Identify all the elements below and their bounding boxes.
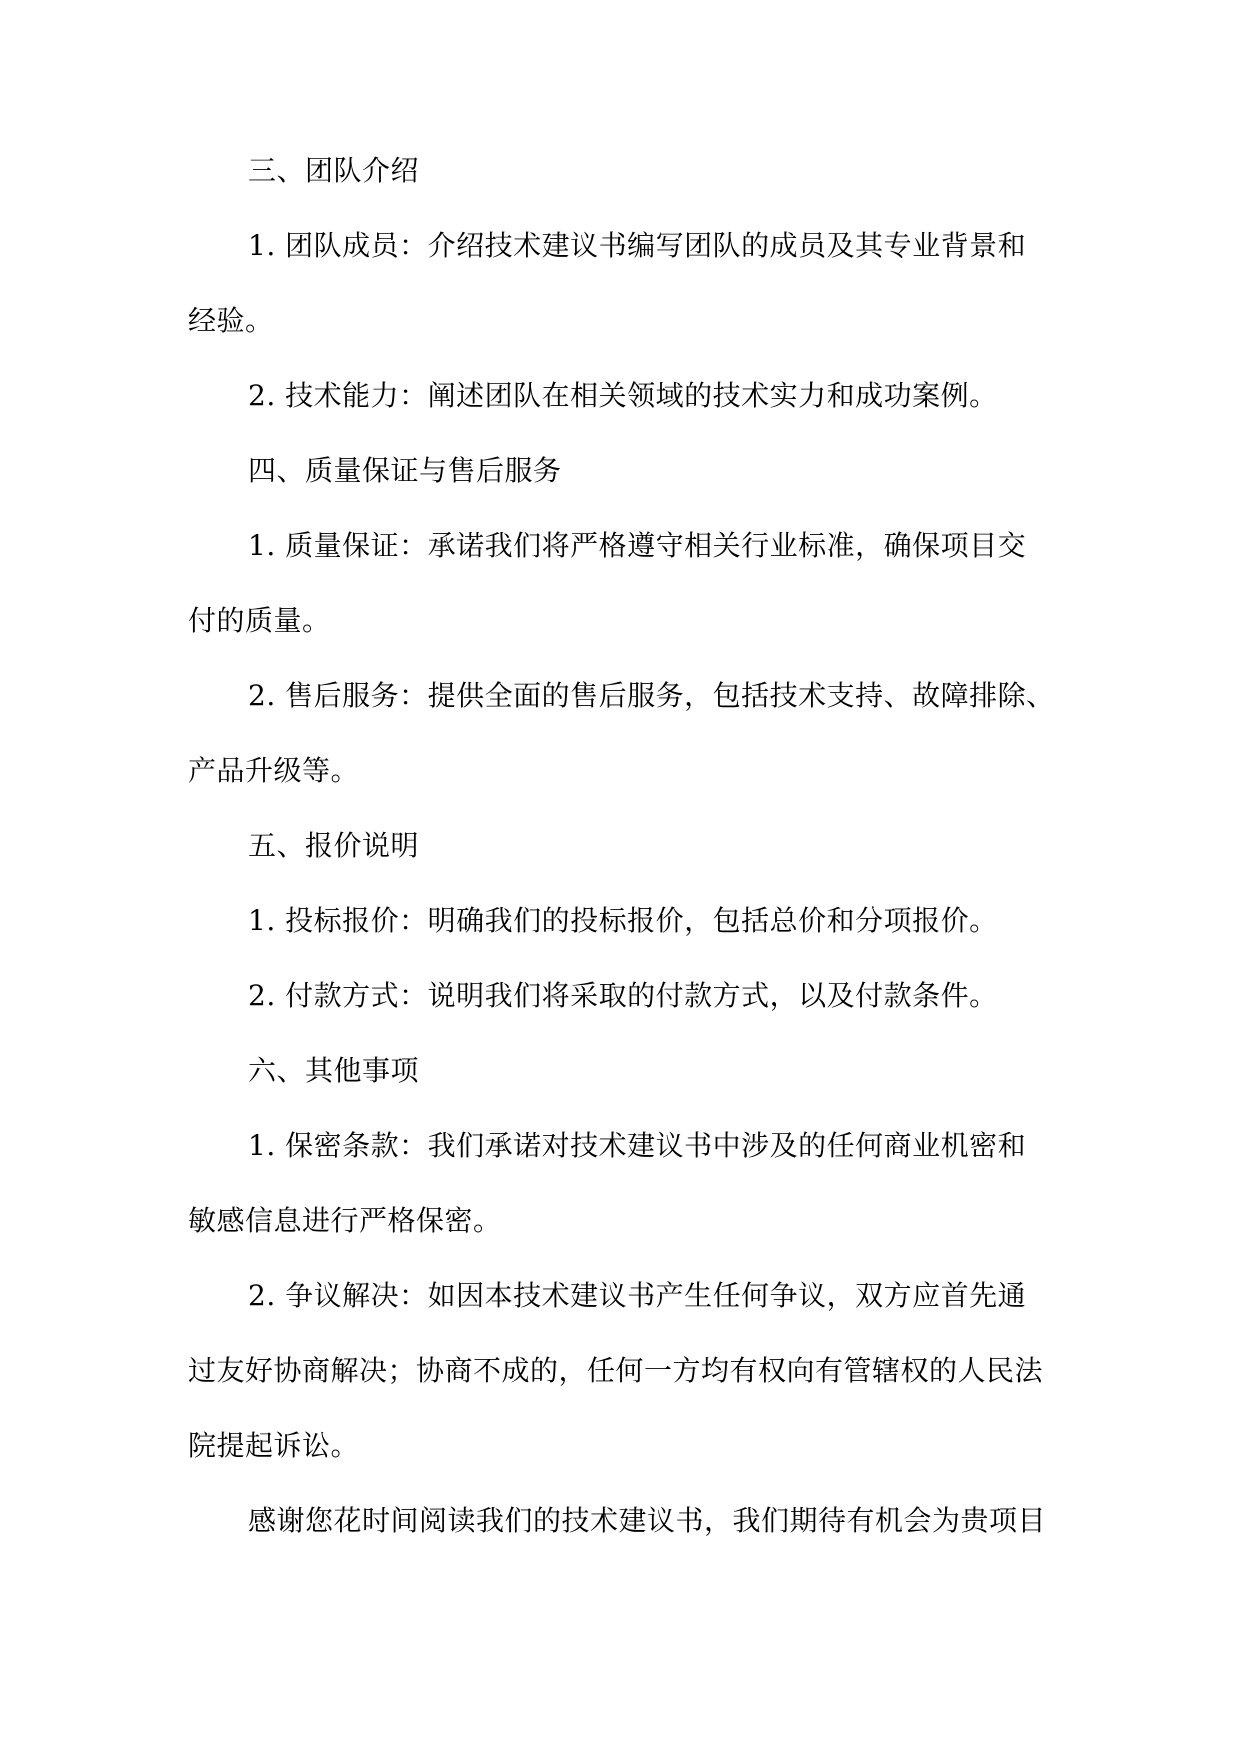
section-heading-team: 三、团队介绍 [248,154,420,187]
paragraph-line: 2. 争议解决：如因本技术建议书产生任何争议，双方应首先通 [248,1279,1027,1312]
paragraph-line: 感谢您花时间阅读我们的技术建议书，我们期待有机会为贵项目 [248,1504,1047,1537]
paragraph-line: 2. 付款方式：说明我们将采取的付款方式，以及付款条件。 [248,979,998,1012]
paragraph-line: 2. 售后服务：提供全面的售后服务，包括技术支持、故障排除、 [248,679,1055,712]
paragraph-line: 付的质量。 [188,604,331,637]
paragraph-line: 1. 保密条款：我们承诺对技术建议书中涉及的任何商业机密和 [248,1129,1027,1162]
paragraph-line: 1. 团队成员：介绍技术建议书编写团队的成员及其专业背景和 [248,229,1027,262]
section-heading-quality: 四、质量保证与售后服务 [248,454,562,487]
paragraph-line: 2. 技术能力：阐述团队在相关领域的技术实力和成功案例。 [248,379,998,412]
paragraph-line: 1. 质量保证：承诺我们将严格遵守相关行业标准，确保项目交 [248,529,1027,562]
paragraph-line: 敏感信息进行严格保密。 [188,1204,502,1237]
section-heading-other: 六、其他事项 [248,1054,420,1087]
paragraph-line: 过友好协商解决；协商不成的，任何一方均有权向有管辖权的人民法 [188,1354,1044,1387]
paragraph-line: 院提起诉讼。 [188,1429,360,1462]
paragraph-line: 经验。 [188,304,274,337]
paragraph-line: 1. 投标报价：明确我们的投标报价，包括总价和分项报价。 [248,904,998,937]
section-heading-quote: 五、报价说明 [248,829,420,862]
paragraph-line: 产品升级等。 [188,754,360,787]
